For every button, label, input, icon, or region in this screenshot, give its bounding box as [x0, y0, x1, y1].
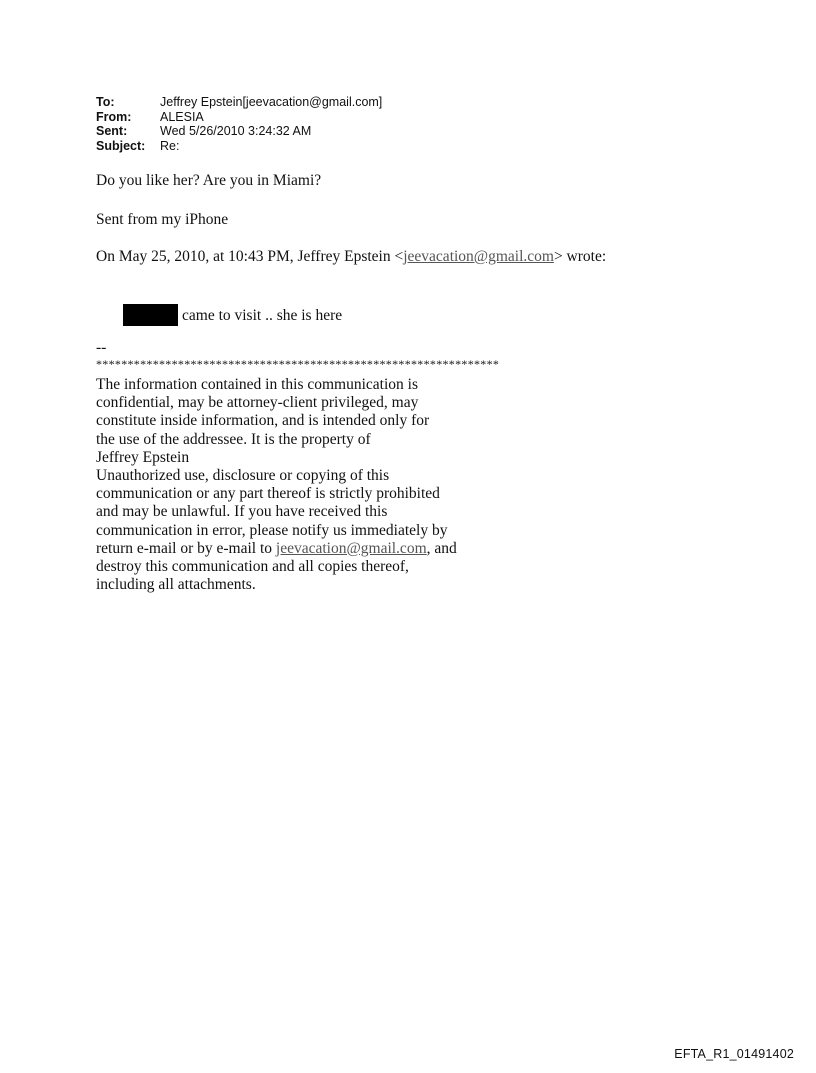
return-suffix: , and	[426, 539, 457, 557]
sent-label: Sent:	[96, 124, 128, 138]
body-line-sent-from: Sent from my iPhone	[96, 211, 229, 228]
from-row	[96, 110, 382, 125]
sent-value: Wed 5/26/2010 3:24:32 AM	[160, 124, 312, 138]
to-label: To:	[96, 95, 115, 109]
subject-label: Subject:	[96, 138, 146, 153]
disclaimer	[96, 376, 457, 594]
subject-value: Re:	[160, 138, 180, 153]
from-value: ALESIA	[160, 109, 204, 124]
return-email-link[interactable]: jeevacation@gmail.com	[275, 539, 427, 557]
disclaimer-line: communication or any part thereof is strictly prohibited	[96, 485, 440, 503]
disclaimer-line: constitute inside information, and is intended only for	[96, 412, 430, 430]
signature-stars: ****************************************************************	[96, 357, 500, 371]
to-row	[96, 95, 382, 110]
disclaimer-line: Unauthorized use, disclosure or copying of this	[96, 467, 390, 485]
disclaimer-line: destroy this communication and all copies thereof,	[96, 558, 409, 576]
disclaimer-line: and may be unlawful. If you have received this	[96, 503, 388, 521]
to-value: Jeffrey Epstein[jeevacation@gmail.com]	[160, 95, 383, 109]
redaction-box	[123, 304, 178, 326]
quote-attribution	[96, 248, 606, 266]
disclaimer-line: confidential, may be attorney-client privileged, may	[96, 394, 419, 412]
quoted-message	[123, 304, 342, 326]
quote-suffix: > wrote:	[553, 248, 607, 265]
disclaimer-return-line	[96, 540, 457, 558]
disclaimer-line: Jeffrey Epstein	[96, 448, 190, 466]
disclaimer-line: including all attachments.	[96, 576, 256, 594]
from-label: From:	[96, 109, 132, 124]
signature-dashes: --	[96, 339, 107, 356]
return-prefix: return e-mail or by e-mail to	[96, 539, 276, 557]
body-line-question: Do you like her? Are you in Miami?	[96, 172, 322, 189]
sent-row	[96, 124, 382, 139]
document-id: EFTA_R1_01491402	[674, 1047, 794, 1061]
quoted-message-text: came to visit .. she is here	[182, 307, 343, 324]
quote-email-link[interactable]: jeevacation@gmail.com	[403, 248, 554, 265]
disclaimer-line: The information contained in this communication is	[96, 376, 418, 393]
quote-prefix: On May 25, 2010, at 10:43 PM, Jeffrey Epstein <	[96, 248, 404, 265]
email-header	[96, 95, 382, 153]
disclaimer-line: the use of the addressee. It is the property of	[96, 430, 371, 448]
subject-row	[96, 139, 382, 154]
disclaimer-line: communication in error, please notify us immediately by	[96, 521, 448, 539]
